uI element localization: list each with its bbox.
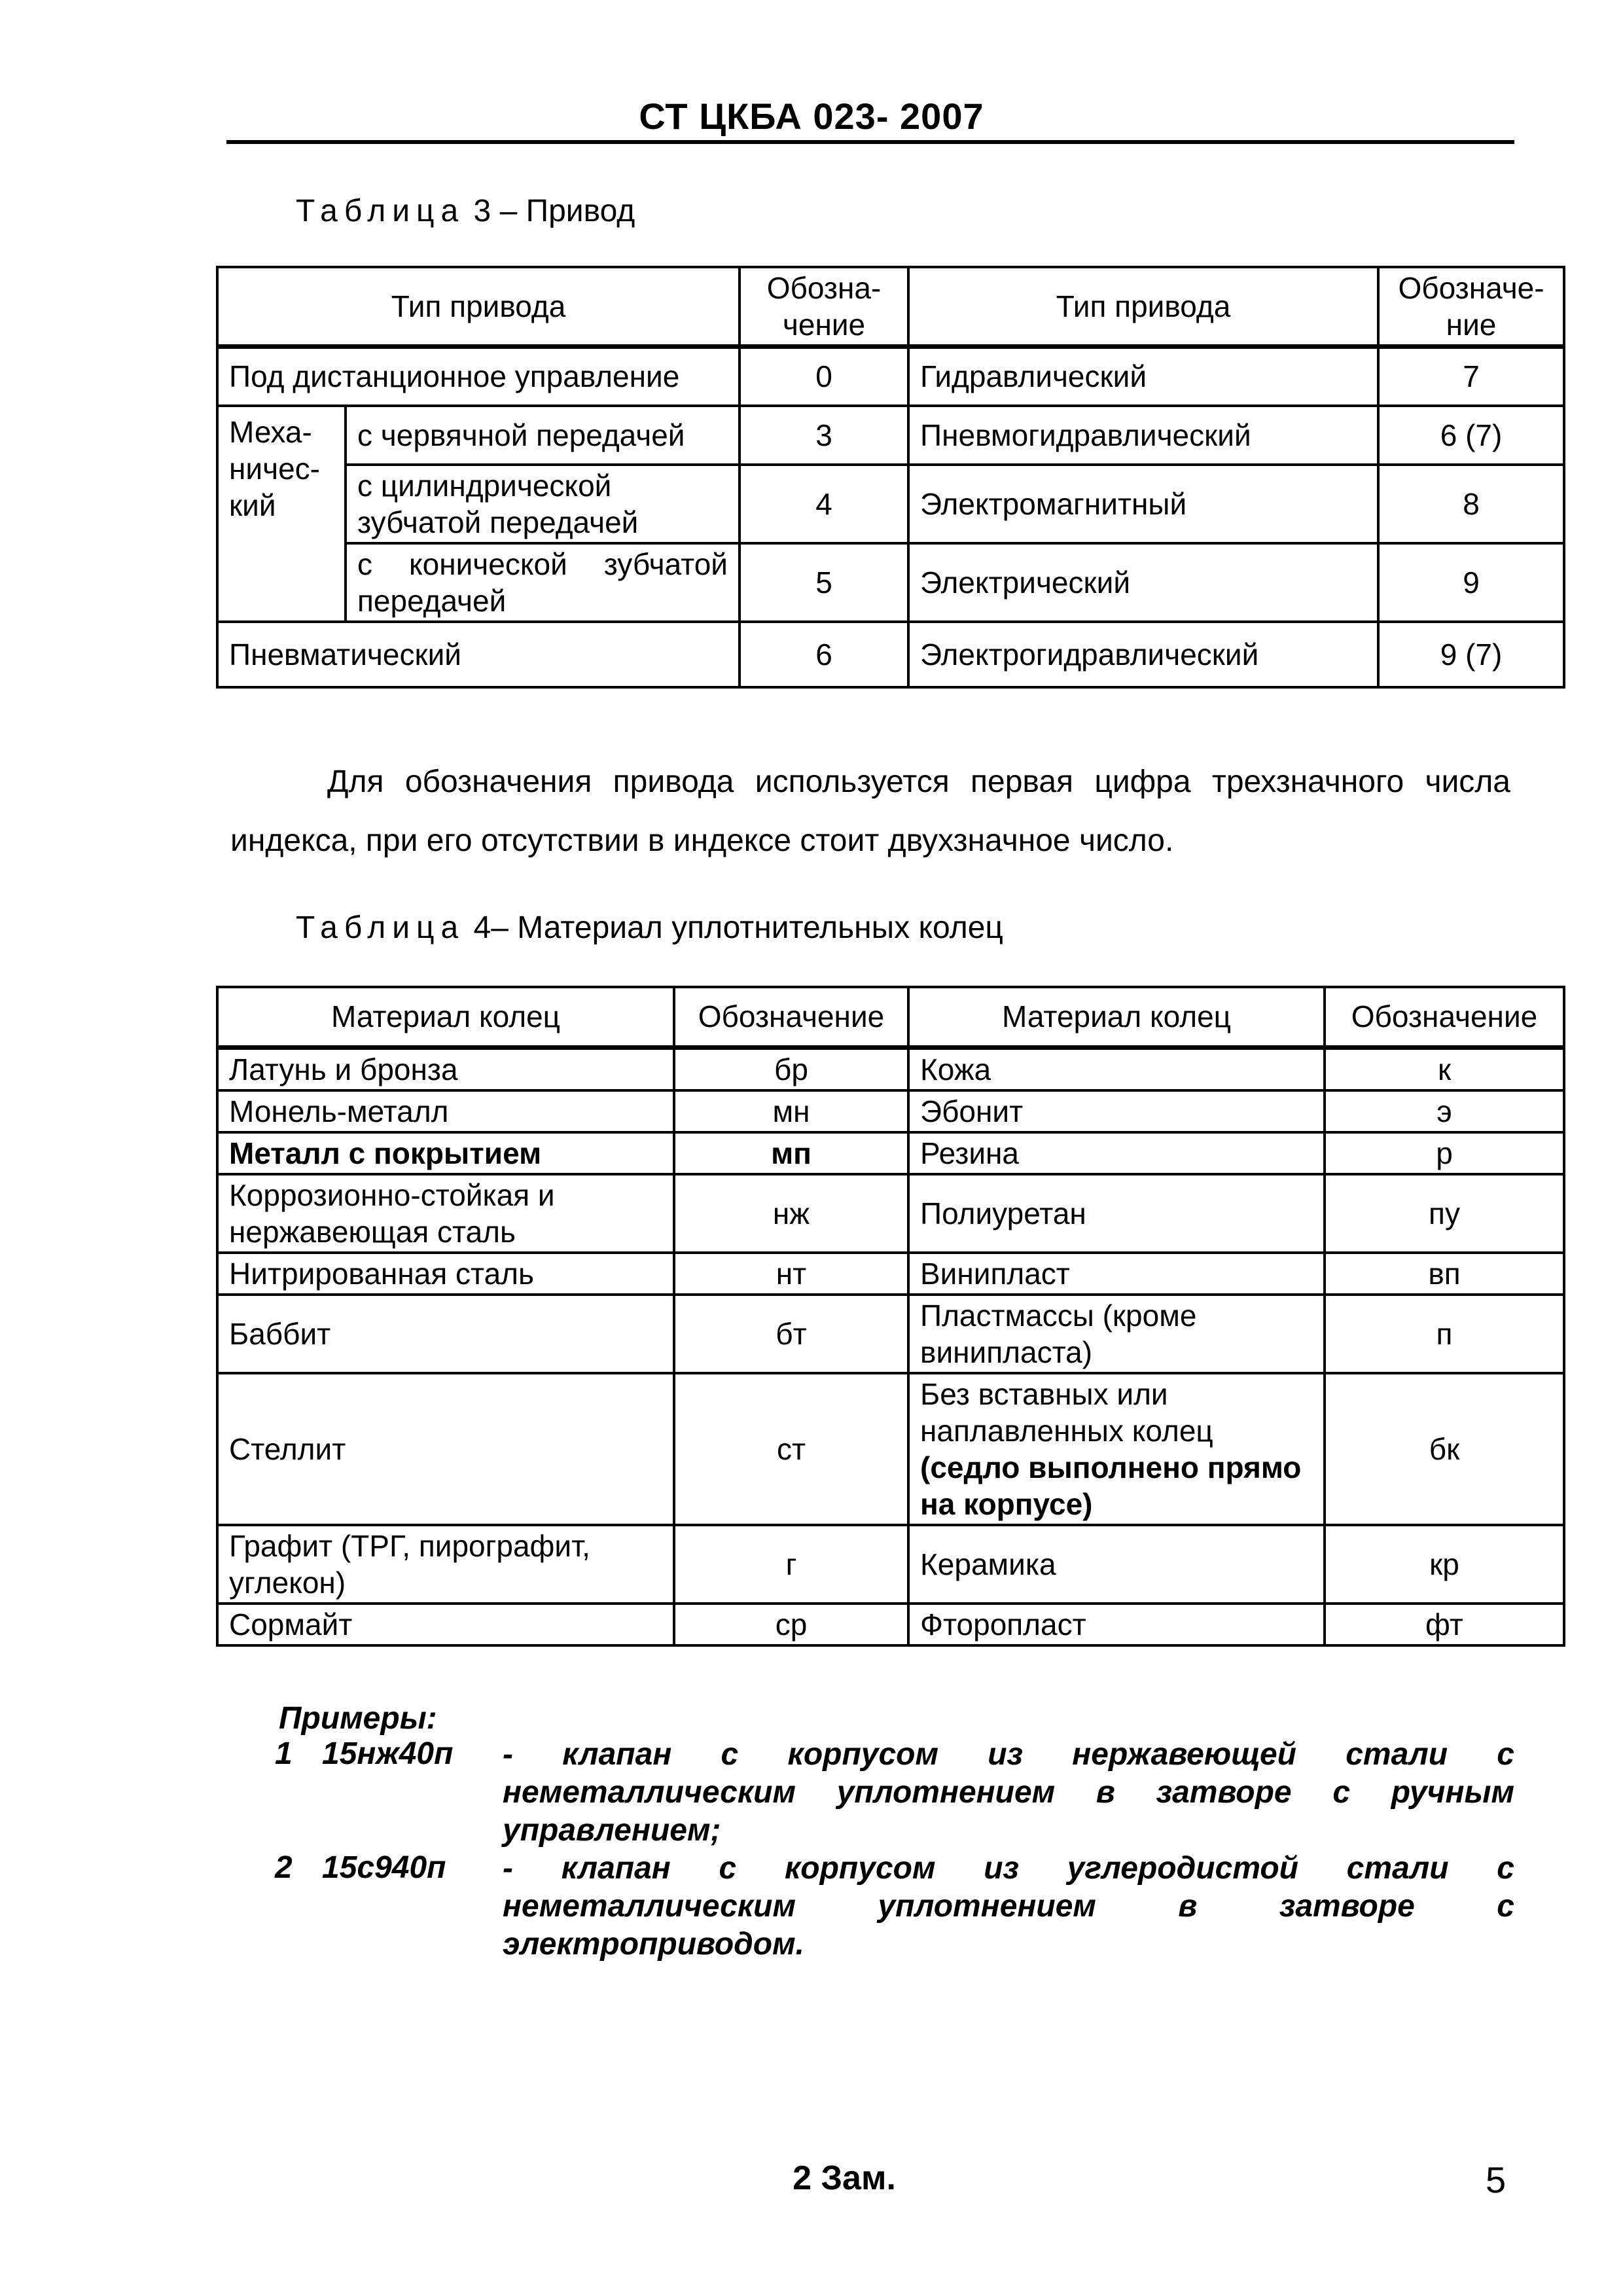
table-row — [217, 1047, 1564, 1090]
table-row — [217, 622, 1564, 687]
table4-cell: Эбонит — [908, 1090, 1325, 1132]
table-row — [217, 406, 1564, 465]
table4-cell: Фторопласт — [908, 1604, 1325, 1645]
example-line: неметаллическим уплотнением в затворе с — [503, 1889, 1514, 1924]
header-rule — [226, 140, 1514, 144]
table4-cell: вп — [1325, 1253, 1564, 1295]
example-line: неметаллическим уплотнением в затворе с ручным — [503, 1775, 1514, 1810]
table4-cell: Стеллит — [217, 1373, 674, 1525]
table-row — [217, 1604, 1564, 1645]
example-line: электроприводом. — [503, 1927, 804, 1962]
table4-header-cell: Обозначение — [1325, 987, 1564, 1047]
table3-cell: Под дистанционное управление — [217, 347, 740, 406]
example-description — [503, 1736, 1514, 1850]
example-line: - клапан с корпусом из нержавеющей стали с — [503, 1737, 1514, 1772]
table-row — [217, 1090, 1564, 1132]
table3-caption-text: 3 – Привод — [465, 194, 635, 228]
table3-cell: 6 (7) — [1378, 406, 1564, 465]
table4-cell: Пластмассы (кроме винипласта) — [908, 1295, 1325, 1373]
table3-cell: Пневмогидравлический — [908, 406, 1378, 465]
table4-cell: Кожа — [908, 1047, 1325, 1090]
table4-cell-line: (седло выполнено прямо на корпусе) — [920, 1450, 1302, 1521]
table3-caption-prefix: Таблица — [296, 194, 465, 228]
table4-cell: Металл с покрытием — [217, 1132, 674, 1174]
table3-cell: с червячной передачей — [346, 406, 740, 465]
table3-cell: Электрогидравлический — [908, 622, 1378, 687]
table-row — [217, 1253, 1564, 1295]
table4-cell: ст — [674, 1373, 908, 1525]
table3-drive — [216, 266, 1565, 689]
table4-cell: п — [1325, 1295, 1564, 1373]
table3-header-cell: Тип привода — [908, 267, 1378, 347]
table4-caption-text: 4– Материал уплотнительных колец — [465, 910, 1003, 945]
table4-ring-material — [216, 986, 1565, 1647]
drive-note-paragraph: Для обозначения привода используется первая цифра трехзначного числа индекса, при его отсутствии в индексе стоит двухзначное число. — [230, 764, 1510, 858]
table4-cell: бр — [674, 1047, 908, 1090]
table-row — [217, 1525, 1564, 1604]
table-row — [217, 347, 1564, 406]
table4-cell: Латунь и бронза — [217, 1047, 674, 1090]
example-code: 15с940п — [322, 1850, 446, 1885]
table4-caption — [296, 910, 1003, 946]
table4-cell: бк — [1325, 1373, 1564, 1525]
table3-cell: 8 — [1378, 465, 1564, 543]
table4-cell: Баббит — [217, 1295, 674, 1373]
table4-cell: к — [1325, 1047, 1564, 1090]
table4-cell: Коррозионно-стойкая и нержавеющая сталь — [217, 1174, 674, 1253]
table4-cell: Полиуретан — [908, 1174, 1325, 1253]
table3-cell: 3 — [740, 406, 908, 465]
example-number: 1 — [275, 1736, 293, 1771]
table3-mechanical-label: Меха-ничес-кий — [217, 406, 346, 622]
table-row — [217, 1132, 1564, 1174]
table3-header-row — [217, 267, 1564, 347]
example-number: 2 — [275, 1850, 293, 1885]
table4-cell: кр — [1325, 1525, 1564, 1604]
table4-cell: Монель-металл — [217, 1090, 674, 1132]
table3-cell: 5 — [740, 543, 908, 622]
table3-cell: 0 — [740, 347, 908, 406]
table4-cell — [908, 1373, 1325, 1525]
table4-cell-line: Без вставных или наплавленных колец — [920, 1376, 1213, 1448]
table4-cell: г — [674, 1525, 908, 1604]
table-row — [217, 1174, 1564, 1253]
table-row — [217, 543, 1564, 622]
table3-cell: 9 — [1378, 543, 1564, 622]
table3-header-cell: Обозначе-ние — [1378, 267, 1564, 347]
table-row — [217, 1373, 1564, 1525]
examples-heading: Примеры: — [279, 1701, 437, 1736]
table3-cell: Гидравлический — [908, 347, 1378, 406]
table3-cell: с конической зубчатой передачей — [346, 543, 740, 622]
example-line: - клапан с корпусом из углеродистой стали с — [503, 1851, 1514, 1886]
table4-header-cell: Материал колец — [908, 987, 1325, 1047]
page-number: 5 — [1486, 2159, 1507, 2200]
table4-header-cell: Обозначение — [674, 987, 908, 1047]
table4-header-cell: Материал колец — [217, 987, 674, 1047]
table4-cell: бт — [674, 1295, 908, 1373]
example-description — [503, 1850, 1514, 1964]
table3-cell: Электромагнитный — [908, 465, 1378, 543]
table4-cell: Керамика — [908, 1525, 1325, 1604]
table4-cell: пу — [1325, 1174, 1564, 1253]
table-row — [217, 1295, 1564, 1373]
table4-cell: мп — [674, 1132, 908, 1174]
table3-cell: 7 — [1378, 347, 1564, 406]
table4-cell: нт — [674, 1253, 908, 1295]
table4-cell: Резина — [908, 1132, 1325, 1174]
footer-change-note: 2 Зам. — [793, 2159, 896, 2197]
table3-cell: 6 — [740, 622, 908, 687]
table4-header-row — [217, 987, 1564, 1047]
table3-cell: 4 — [740, 465, 908, 543]
table4-cell: Сормайт — [217, 1604, 674, 1645]
table4-cell: Нитрированная сталь — [217, 1253, 674, 1295]
table3-header-cell: Тип привода — [217, 267, 740, 347]
table4-cell: нж — [674, 1174, 908, 1253]
document-header-title: СТ ЦКБА 023- 2007 — [639, 96, 984, 137]
table4-caption-prefix: Таблица — [296, 910, 465, 945]
table4-cell: мн — [674, 1090, 908, 1132]
table3-header-cell: Обозна-чение — [740, 267, 908, 347]
example-line: управлением; — [503, 1813, 721, 1848]
table3-cell: 9 (7) — [1378, 622, 1564, 687]
table4-cell: р — [1325, 1132, 1564, 1174]
example-code: 15нж40п — [322, 1736, 454, 1771]
table4-cell: фт — [1325, 1604, 1564, 1645]
table4-cell: Винипласт — [908, 1253, 1325, 1295]
table3-caption — [296, 193, 635, 229]
table4-cell: ср — [674, 1604, 908, 1645]
table3-cell: с цилиндрической зубчатой передачей — [346, 465, 740, 543]
table3-cell: Пневматический — [217, 622, 740, 687]
table4-cell: э — [1325, 1090, 1564, 1132]
table-row — [217, 465, 1564, 543]
table4-cell: Графит (ТРГ, пирографит, углекон) — [217, 1525, 674, 1604]
table3-cell: Электрический — [908, 543, 1378, 622]
